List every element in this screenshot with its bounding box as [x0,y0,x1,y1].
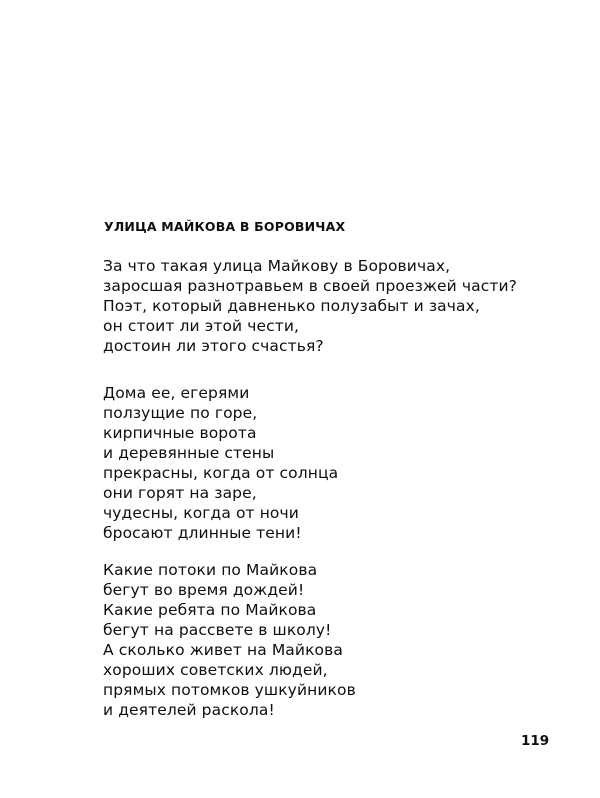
poem-line: заросшая разнотравьем в своей проезжей части? [103,277,517,295]
poem-line: чудесны, когда от ночи [103,504,299,522]
poem-line: Какие ребята по Майкова [103,601,317,619]
poem-line: хороших советских людей, [103,661,328,679]
poem-line: и деревянные стены [103,444,275,462]
poem-line: он стоит ли этой чести, [103,317,300,335]
poem-line: Поэт, который давненько полузабыт и зачах, [103,297,480,315]
poem-line: бегут во время дождей! [103,581,305,599]
poem-line: ползущие по горе, [103,404,258,422]
stanza-3 [103,560,356,720]
poem-line: прямых потомков ушкуйников [103,681,356,699]
poem-line: прекрасны, когда от солнца [103,464,339,482]
poem-line: и деятелей раскола! [103,701,275,719]
poem-line: А сколько живет на Майкова [103,641,343,659]
poem-title: УЛИЦА МАЙКОВА В БОРОВИЧАХ [104,219,346,234]
poem-line: достоин ли этого счастья? [103,337,324,355]
poem-line: Дома ее, егерями [103,384,250,402]
poem-line: бегут на рассвете в школу! [103,621,332,639]
stanza-1 [103,256,517,356]
poem-line: За что такая улица Майкову в Боровичах, [103,257,451,275]
poem-line: они горят на заре, [103,484,257,502]
poem-line: бросают длинные тени! [103,524,302,542]
poem-line: кирпичные ворота [103,424,257,442]
stanza-2 [103,383,338,543]
poem-line: Какие потоки по Майкова [103,561,318,579]
page-number: 119 [521,733,550,749]
